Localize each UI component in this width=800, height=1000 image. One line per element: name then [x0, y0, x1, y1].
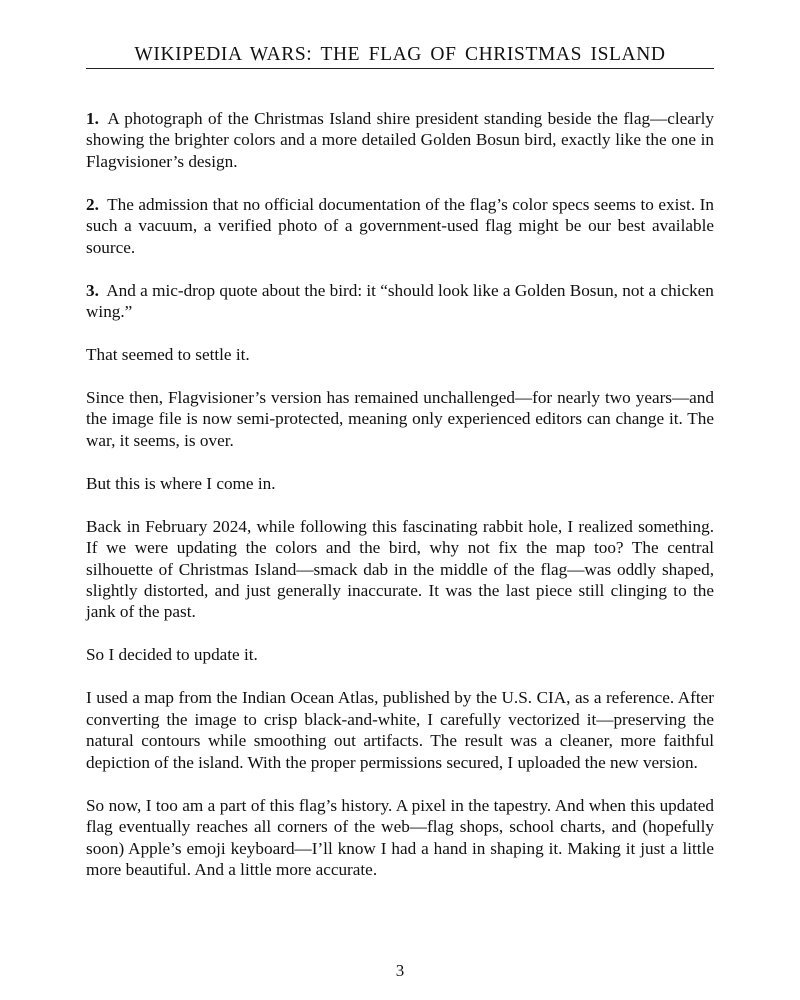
- paragraph: So I decided to update it.: [86, 645, 258, 665]
- header-rule: [86, 68, 714, 69]
- numbered-item-3: [86, 280, 714, 323]
- item-number: 3.: [86, 280, 99, 300]
- body-text: [86, 108, 714, 902]
- item-text: And a mic-drop quote about the bird: it “should look like a Golden Bosun, not a chicken wing.”: [86, 280, 714, 322]
- numbered-item-2: [86, 194, 714, 258]
- paragraph: I used a map from the Indian Ocean Atlas, published by the U.S. CIA, as a reference. After converting the image to crisp black-and-white, I carefully vectorized it—preserving the natural contours while smoothing out artifacts. The result was a cleaner, more faithful depiction of the island. With the proper permissions secured, I uploaded the new version.: [86, 688, 714, 772]
- page-number: 3: [395, 961, 405, 980]
- item-text: The admission that no official documentation of the flag’s color specs seems to exist. In such a vacuum, a verified photo of a government-used flag might be our best available source.: [86, 194, 714, 257]
- item-text: A photograph of the Christmas Island shire president standing beside the flag—clearly showing the brighter colors and a more detailed Golden Bosun bird, exactly like the one in Flagvisioner’s design.: [86, 109, 714, 171]
- item-number: 2.: [86, 194, 99, 214]
- paragraph: Since then, Flagvisioner’s version has remained unchallenged—for nearly two years—and the image file is now semi-protected, meaning only experienced editors can change it. The war, it seems, is over.: [86, 388, 714, 450]
- running-header: WIKIPEDIA WARS: THE FLAG OF CHRISTMAS ISLAND: [134, 44, 666, 65]
- paragraph: Back in February 2024, while following this fascinating rabbit hole, I realized something. If we were updating the colors and the bird, why not fix the map too? The central silhouette of Christmas Island—smack dab in the middle of the flag—was oddly shaped, slightly distorted, and just generally inaccurate. It was the last piece still clinging to the jank of the past.: [86, 516, 714, 622]
- paragraph: So now, I too am a part of this flag’s history. A pixel in the tapestry. And when this updated flag eventually reaches all corners of the web—flag shops, school charts, and (hopefully soon) Apple’s emoji keyboard—I’ll know I had a hand in shaping it. Making it just a little more beautiful. And a little more accurate.: [86, 795, 714, 879]
- numbered-item-1: [86, 108, 714, 172]
- paragraph: That seemed to settle it.: [86, 345, 250, 365]
- item-number: 1.: [86, 109, 99, 128]
- paragraph: But this is where I come in.: [86, 473, 276, 493]
